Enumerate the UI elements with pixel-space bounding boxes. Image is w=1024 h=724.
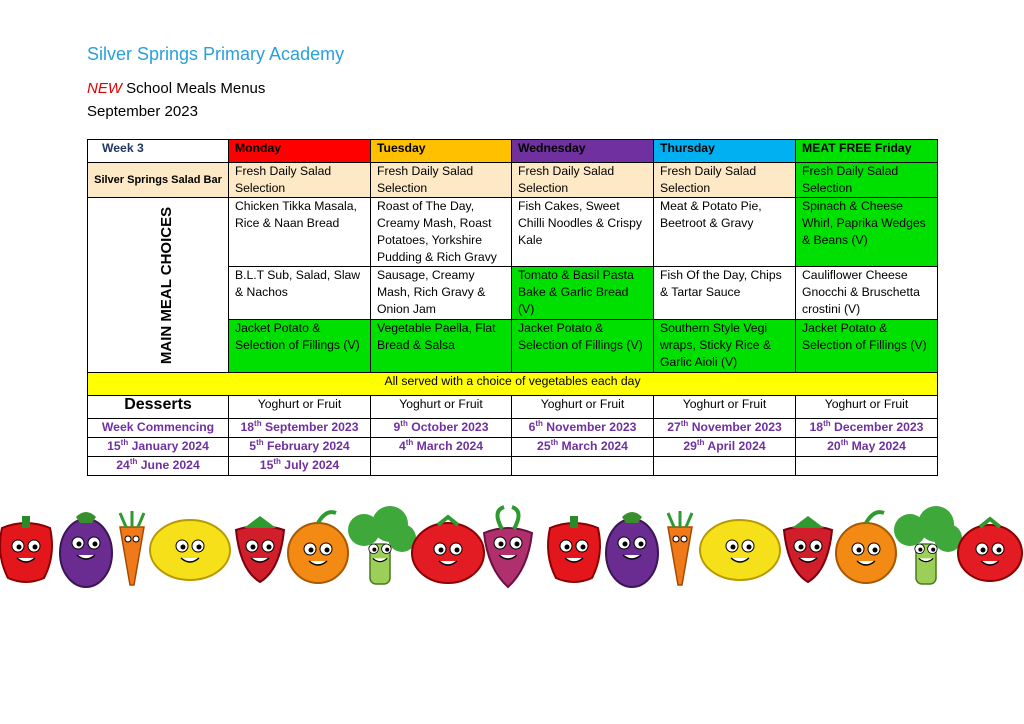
broccoli-icon — [894, 506, 962, 584]
main-3-friday: Jacket Potato & Selection of Fillings (V) — [796, 320, 938, 373]
salad-thursday: Fresh Daily Salad Selection — [654, 163, 796, 198]
main-row-1 — [88, 198, 938, 267]
main-1-tuesday: Roast of The Day, Creamy Mash, Roast Potatoes, Yorkshire Pudding & Rich Gravy — [371, 198, 512, 267]
pepper-icon — [0, 516, 52, 582]
menu-date: September 2023 — [87, 103, 198, 120]
date-cell: 18th September 2023 — [229, 419, 371, 438]
school-name: Silver Springs Primary Academy — [87, 44, 345, 64]
salad-row — [88, 163, 938, 198]
main-1-friday: Spinach & Cheese Whirl, Paprika Wedges & Beans (V) — [796, 198, 938, 267]
date-cell-empty — [371, 457, 512, 476]
strawberry-icon — [236, 516, 284, 582]
menu-table — [87, 139, 938, 476]
aubergine-icon — [60, 512, 112, 587]
main-meal-label-text: MAIN MEAL CHOICES — [158, 206, 176, 364]
lemon-icon — [700, 520, 780, 580]
main-3-tuesday: Vegetable Paella, Flat Bread & Salsa — [371, 320, 512, 373]
date-cell: 24th June 2024 — [88, 457, 229, 476]
dates-row-1 — [88, 419, 938, 438]
beetroot-icon — [484, 507, 532, 587]
orange-icon — [288, 512, 348, 583]
main-3-thursday: Southern Style Vegi wraps, Sticky Rice & Garlic Aioli (V) — [654, 320, 796, 373]
salad-tuesday: Fresh Daily Salad Selection — [371, 163, 512, 198]
header-row — [88, 140, 938, 163]
dessert-friday: Yoghurt or Fruit — [796, 396, 938, 419]
day-tuesday: Tuesday — [371, 140, 512, 163]
salad-wednesday: Fresh Daily Salad Selection — [512, 163, 654, 198]
dates-row-2 — [88, 438, 938, 457]
main-3-wednesday: Jacket Potato & Selection of Fillings (V) — [512, 320, 654, 373]
dessert-wednesday: Yoghurt or Fruit — [512, 396, 654, 419]
dessert-monday: Yoghurt or Fruit — [229, 396, 371, 419]
salad-monday: Fresh Daily Salad Selection — [229, 163, 371, 198]
strawberry-icon — [784, 516, 832, 582]
date-cell: 15th January 2024 — [88, 438, 229, 457]
tomato-icon — [412, 517, 484, 583]
main-2-tuesday: Sausage, Creamy Mash, Rich Gravy & Onion Jam — [371, 267, 512, 320]
date-cell: 25th March 2024 — [512, 438, 654, 457]
salad-bar-label: Silver Springs Salad Bar — [88, 163, 229, 198]
main-3-monday: Jacket Potato & Selection of Fillings (V) — [229, 320, 371, 373]
day-thursday: Thursday — [654, 140, 796, 163]
day-monday: Monday — [229, 140, 371, 163]
salad-friday: Fresh Daily Salad Selection — [796, 163, 938, 198]
dessert-thursday: Yoghurt or Fruit — [654, 396, 796, 419]
desserts-label: Desserts — [88, 396, 229, 419]
date-cell: 9th October 2023 — [371, 419, 512, 438]
date-cell: 27th November 2023 — [654, 419, 796, 438]
broccoli-icon — [348, 506, 416, 584]
dessert-tuesday: Yoghurt or Fruit — [371, 396, 512, 419]
main-1-wednesday: Fish Cakes, Sweet Chilli Noodles & Crispy Kale — [512, 198, 654, 267]
lemon-icon — [150, 520, 230, 580]
main-1-thursday: Meat & Potato Pie, Beetroot & Gravy — [654, 198, 796, 267]
new-label: NEW — [87, 80, 122, 97]
main-1-monday: Chicken Tikka Masala, Rice & Naan Bread — [229, 198, 371, 267]
dates-row-3 — [88, 457, 938, 476]
tomato-icon — [958, 519, 1022, 581]
menu-title — [87, 80, 265, 97]
date-cell: 20th May 2024 — [796, 438, 938, 457]
date-cell: 5th February 2024 — [229, 438, 371, 457]
date-cell-empty — [512, 457, 654, 476]
main-2-friday: Cauliflower Cheese Gnocchi & Bruschetta crostini (V) — [796, 267, 938, 320]
date-cell: 4th March 2024 — [371, 438, 512, 457]
main-2-thursday: Fish Of the Day, Chips & Tartar Sauce — [654, 267, 796, 320]
date-cell: 6th November 2023 — [512, 419, 654, 438]
date-cell-empty — [654, 457, 796, 476]
served-row — [88, 373, 938, 396]
day-wednesday: Wednesday — [512, 140, 654, 163]
main-2-monday: B.L.T Sub, Salad, Slaw & Nachos — [229, 267, 371, 320]
pepper-icon — [548, 516, 600, 582]
served-note: All served with a choice of vegetables each day — [88, 373, 938, 396]
vegetable-border — [0, 495, 1024, 590]
carrot-icon — [120, 511, 144, 585]
desserts-row — [88, 396, 938, 419]
date-cell: 18th December 2023 — [796, 419, 938, 438]
menu-title-text: School Meals Menus — [122, 80, 266, 97]
main-2-wednesday: Tomato & Basil Pasta Bake & Garlic Bread (V) — [512, 267, 654, 320]
date-cell: 15th July 2024 — [229, 457, 371, 476]
week-label: Week 3 — [88, 140, 229, 163]
date-cell-empty — [796, 457, 938, 476]
orange-icon — [836, 512, 896, 583]
main-meal-label — [88, 198, 229, 373]
carrot-icon — [668, 511, 692, 585]
week-commencing-label: Week Commencing — [88, 419, 229, 438]
aubergine-icon — [606, 512, 658, 587]
day-friday: MEAT FREE Friday — [796, 140, 938, 163]
date-cell: 29th April 2024 — [654, 438, 796, 457]
